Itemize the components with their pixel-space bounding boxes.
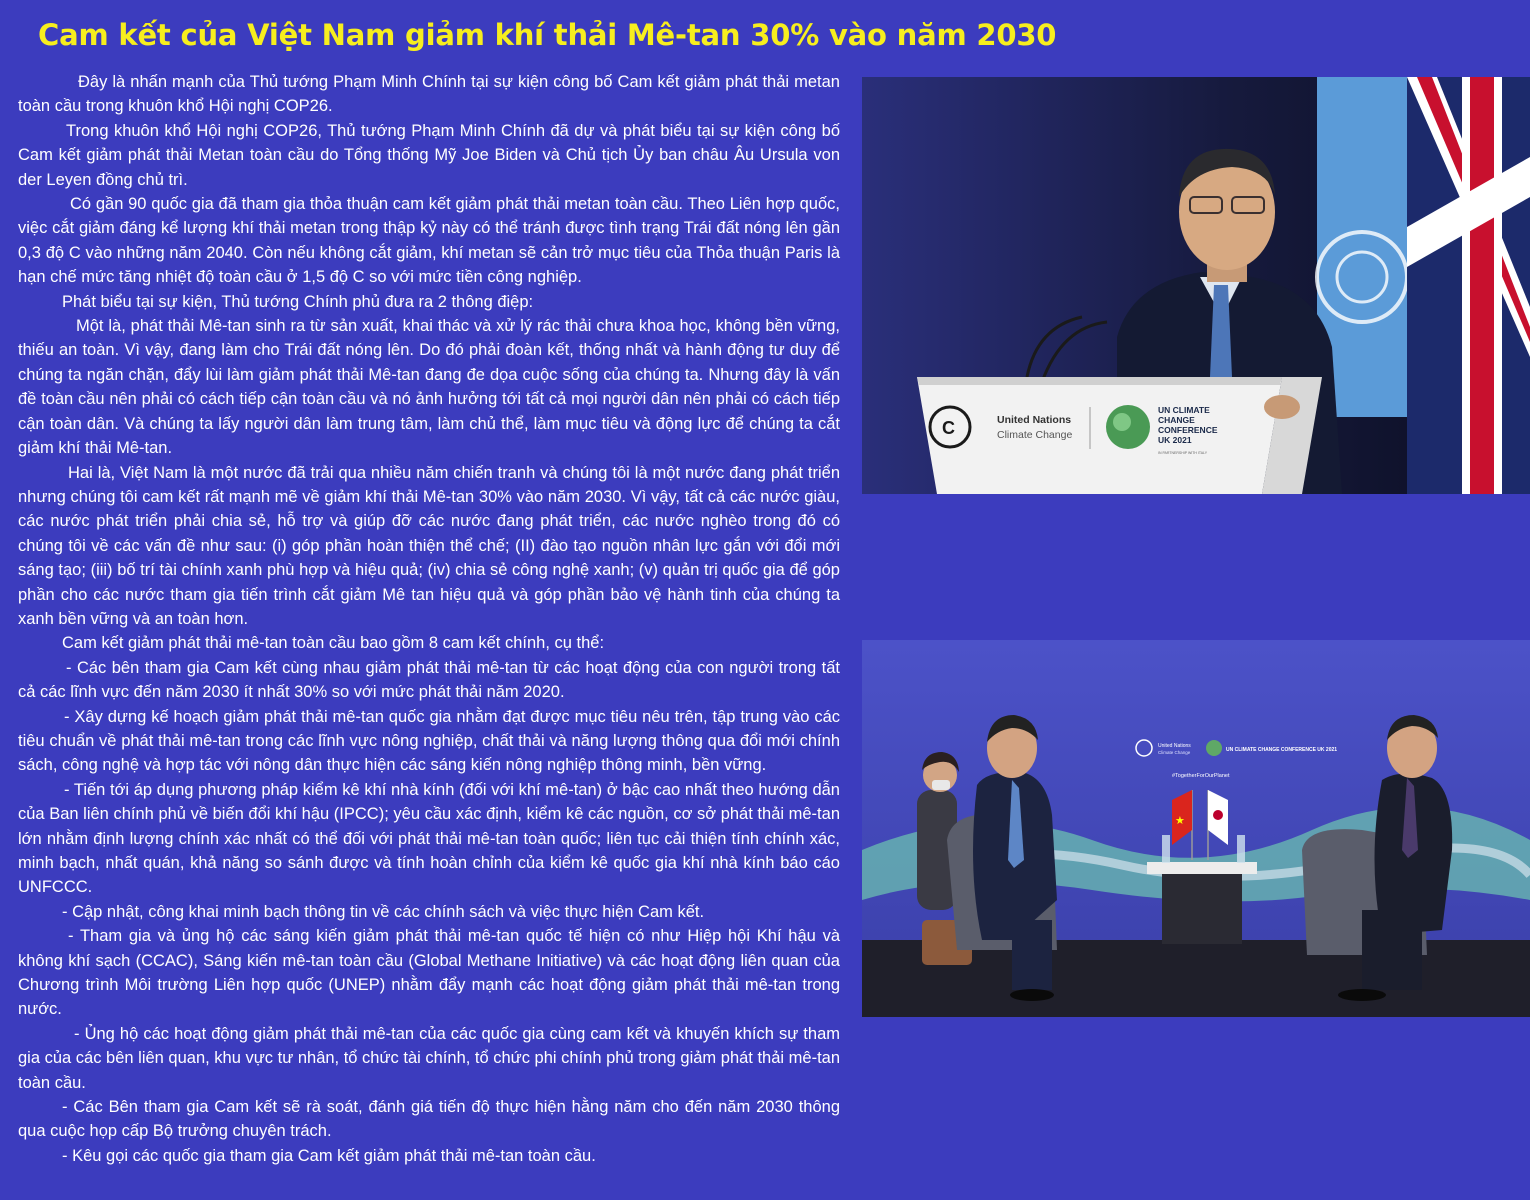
un-name-text: United Nations [997, 414, 1072, 426]
speaker-photo [862, 77, 1530, 494]
list-item: - Xây dựng kế hoạch giảm phát thải mê-tan quốc gia nhằm đạt được mục tiêu nêu trên, tập trung vào các tiêu chuẩn về phát thải mê-tan trong các lĩnh vực nông nghiệp, chất thải và năng lượng thông qua đổi mới chính sách, công nghệ và hợp tác với nông dân thực hiện các sáng kiến nông nghiệp thông minh, bền vững. [18, 707, 840, 775]
paragraph: Một là, phát thải Mê-tan sinh ra từ sản xuất, khai thác và xử lý rác thải chưa khoa học, không bền vững, thiếu an toàn. Vì vậy, đang làm cho Trái đất nóng lên. Do đó phải đoàn kết, thống nhất và hành động tư duy để chúng ta ngăn chặn, đẩy lùi làm giảm phát thải Mê-tan đang đe dọa cuộc sống của chúng ta. Nhưng đây là vấn đề toàn cầu nên phải có cách tiếp cận toàn cầu và nó ảnh hưởng tới tất cả mọi người dân nên phải có cách tiếp cận toàn dân. Và chúng ta lấy người dân làm trung tâm, làm chủ thể, làm mục tiêu và động lực để chúng ta cắt giảm khí thải Mê-tan. [18, 317, 840, 458]
un-sub-text: Climate Change [997, 429, 1073, 441]
list-item: - Cập nhật, công khai minh bạch thông tin về các chính sách và việc thực hiện Cam kết. [62, 902, 705, 921]
paragraph: Có gần 90 quốc gia đã tham gia thỏa thuận cam kết giảm phát thải metan toàn cầu. Theo Liên hợp quốc, việc cắt giảm đáng kể lượng khí thải metan trong thập kỷ này có thể tránh được tình trạng Trái đất nóng lên gần 0,3 độ C vào những năm 2040. Còn nếu không cắt giảm, khí metan sẽ cản trở mục tiêu của Thỏa thuận Paris là hạn chế mức tăng nhiệt độ toàn cầu ở 1,5 độ C so với mức tiền công nghiệp. [18, 195, 840, 287]
article-body [18, 70, 840, 1168]
paragraph: Cam kết giảm phát thải mê-tan toàn cầu bao gồm 8 cam kết chính, cụ thể: [62, 634, 605, 653]
page-title: Cam kết của Việt Nam giảm khí thải Mê-tan 30% vào năm 2030 [38, 18, 1057, 52]
paragraph: Đây là nhấn mạnh của Thủ tướng Phạm Minh Chính tại sự kiện công bố Cam kết giảm phát thải metan toàn cầu trong khuôn khổ Hội nghị COP26. [18, 73, 840, 116]
backdrop-sub-text: Climate Change [1158, 750, 1191, 755]
podium [917, 377, 1322, 494]
list-item: - Các Bên tham gia Cam kết sẽ rà soát, đánh giá tiến độ thực hiện hằng năm cho đến năm 2030 thông qua cuộc họp cấp Bộ trưởng chuyên trách. [18, 1098, 840, 1141]
backdrop-conf-text: UN CLIMATE CHANGE CONFERENCE UK 2021 [1226, 747, 1338, 753]
paragraph: Hai là, Việt Nam là một nước đã trải qua nhiều năm chiến tranh và chúng tôi là một nước đang phát triển nhưng chúng tôi cam kết rất mạnh mẽ về giảm khí thải Mê-tan 30% vào năm 2030. Vì vậy, tất cả các nước giàu, các nước phát triển phải chia sẻ, hỗ trợ và giúp đỡ các nước đang phát triển, các nước nghèo trong đó có chúng tôi về các vấn đề như sau: (i) góp phần hoàn thiện thể chế; (II) đào tạo nguồn nhân lực gắn với đổi mới sáng tạo; (iii) bố trí tài chính xanh phù hợp và hiệu quả; (iv) chia sẻ công nghệ xanh; (v) quản trị quốc gia để góp phần cho các nước tham gia tiến trình cắt giảm Mê tan hiệu quả và góp phần bảo vệ hành tinh của chúng ta xanh bền vững và an toàn hơn. [18, 463, 840, 628]
svg-text:C: C [942, 418, 955, 438]
conf-small-text: IN PARTNERSHIP WITH ITALY [1158, 451, 1208, 455]
list-item: - Kêu gọi các quốc gia tham gia Cam kết giảm phát thải mê-tan toàn cầu. [62, 1146, 596, 1165]
list-item: - Các bên tham gia Cam kết cùng nhau giảm phát thải mê-tan từ các hoạt động của con người trong tất cả các lĩnh vực đến năm 2030 ít nhất 30% so với mức phát thải năm 2020. [18, 658, 840, 702]
speaker-photo-illustration [862, 77, 1530, 494]
meeting-photo [862, 640, 1530, 1017]
svg-text:★: ★ [1175, 815, 1185, 827]
conf-line: CHANGE [1158, 415, 1195, 425]
hashtag-text: #TogetherForOurPlanet [1172, 773, 1230, 779]
uk-flag [1407, 77, 1530, 494]
paragraph: Phát biểu tại sự kiện, Thủ tướng Chính phủ đưa ra 2 thông điệp: [62, 292, 534, 311]
list-item: - Tham gia và ủng hộ các sáng kiến giảm phát thải mê-tan quốc tế hiện có như Hiệp hội Khí hậu và không khí sạch (CCAC), Sáng kiến mê-tan toàn cầu (Global Methane Initiative) và các hoạt động liên quan của Chương trình Môi trường Liên hợp quốc (UNEP) nhằm đẩy mạnh các hoạt động giảm phát thải mê-tan trong nước. [18, 927, 840, 1019]
backdrop-un-text: United Nations [1158, 743, 1191, 749]
conf-line: UN CLIMATE [1158, 405, 1210, 415]
list-item: - Tiến tới áp dụng phương pháp kiểm kê khí nhà kính (đối với khí mê-tan) ở bậc cao nhất theo hướng dẫn của Ban liên chính phủ về biến đổi khí hậu (IPCC); yêu cầu xác định, kiểm kê các nguồn, cơ sở phát thải mê-tan lớn nhằm định lượng chính xác nhất có thể đối với phát thải mê-tan toàn quốc; liên tục cải thiện tính chính xác, minh bạch, nhất quán, khả năng so sánh được và tính hoàn chỉnh của kiểm kê quốc gia khí nhà kính báo cáo UNFCCC. [18, 780, 840, 897]
meeting-photo-illustration [862, 640, 1530, 1017]
list-item: - Ủng hộ các hoạt động giảm phát thải mê-tan của các quốc gia cùng cam kết và khuyến khích sự tham gia của các bên liên quan, khu vực tư nhân, tổ chức tài chính, tổ chức phi chính phủ trong giảm phát thải mê-tan toàn cầu. [18, 1024, 841, 1092]
paragraph: Trong khuôn khổ Hội nghị COP26, Thủ tướng Phạm Minh Chính đã dự và phát biểu tại sự kiện công bố Cam kết giảm phát thải Metan toàn cầu do Tổng thống Mỹ Joe Biden và Chủ tịch Ủy ban châu Âu Ursula von der Leyen đồng chủ trì. [18, 121, 840, 189]
conf-line: CONFERENCE [1158, 425, 1218, 435]
conf-line: UK 2021 [1158, 435, 1192, 445]
